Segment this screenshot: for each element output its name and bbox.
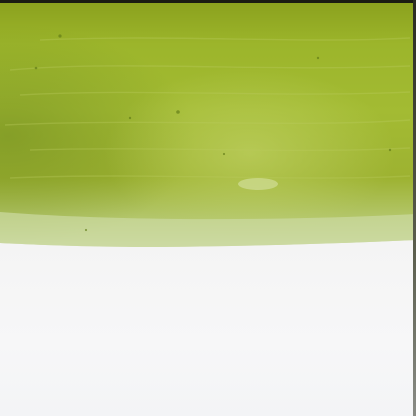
top-frame-edge [0, 0, 416, 3]
fruit-reflection [238, 178, 278, 190]
